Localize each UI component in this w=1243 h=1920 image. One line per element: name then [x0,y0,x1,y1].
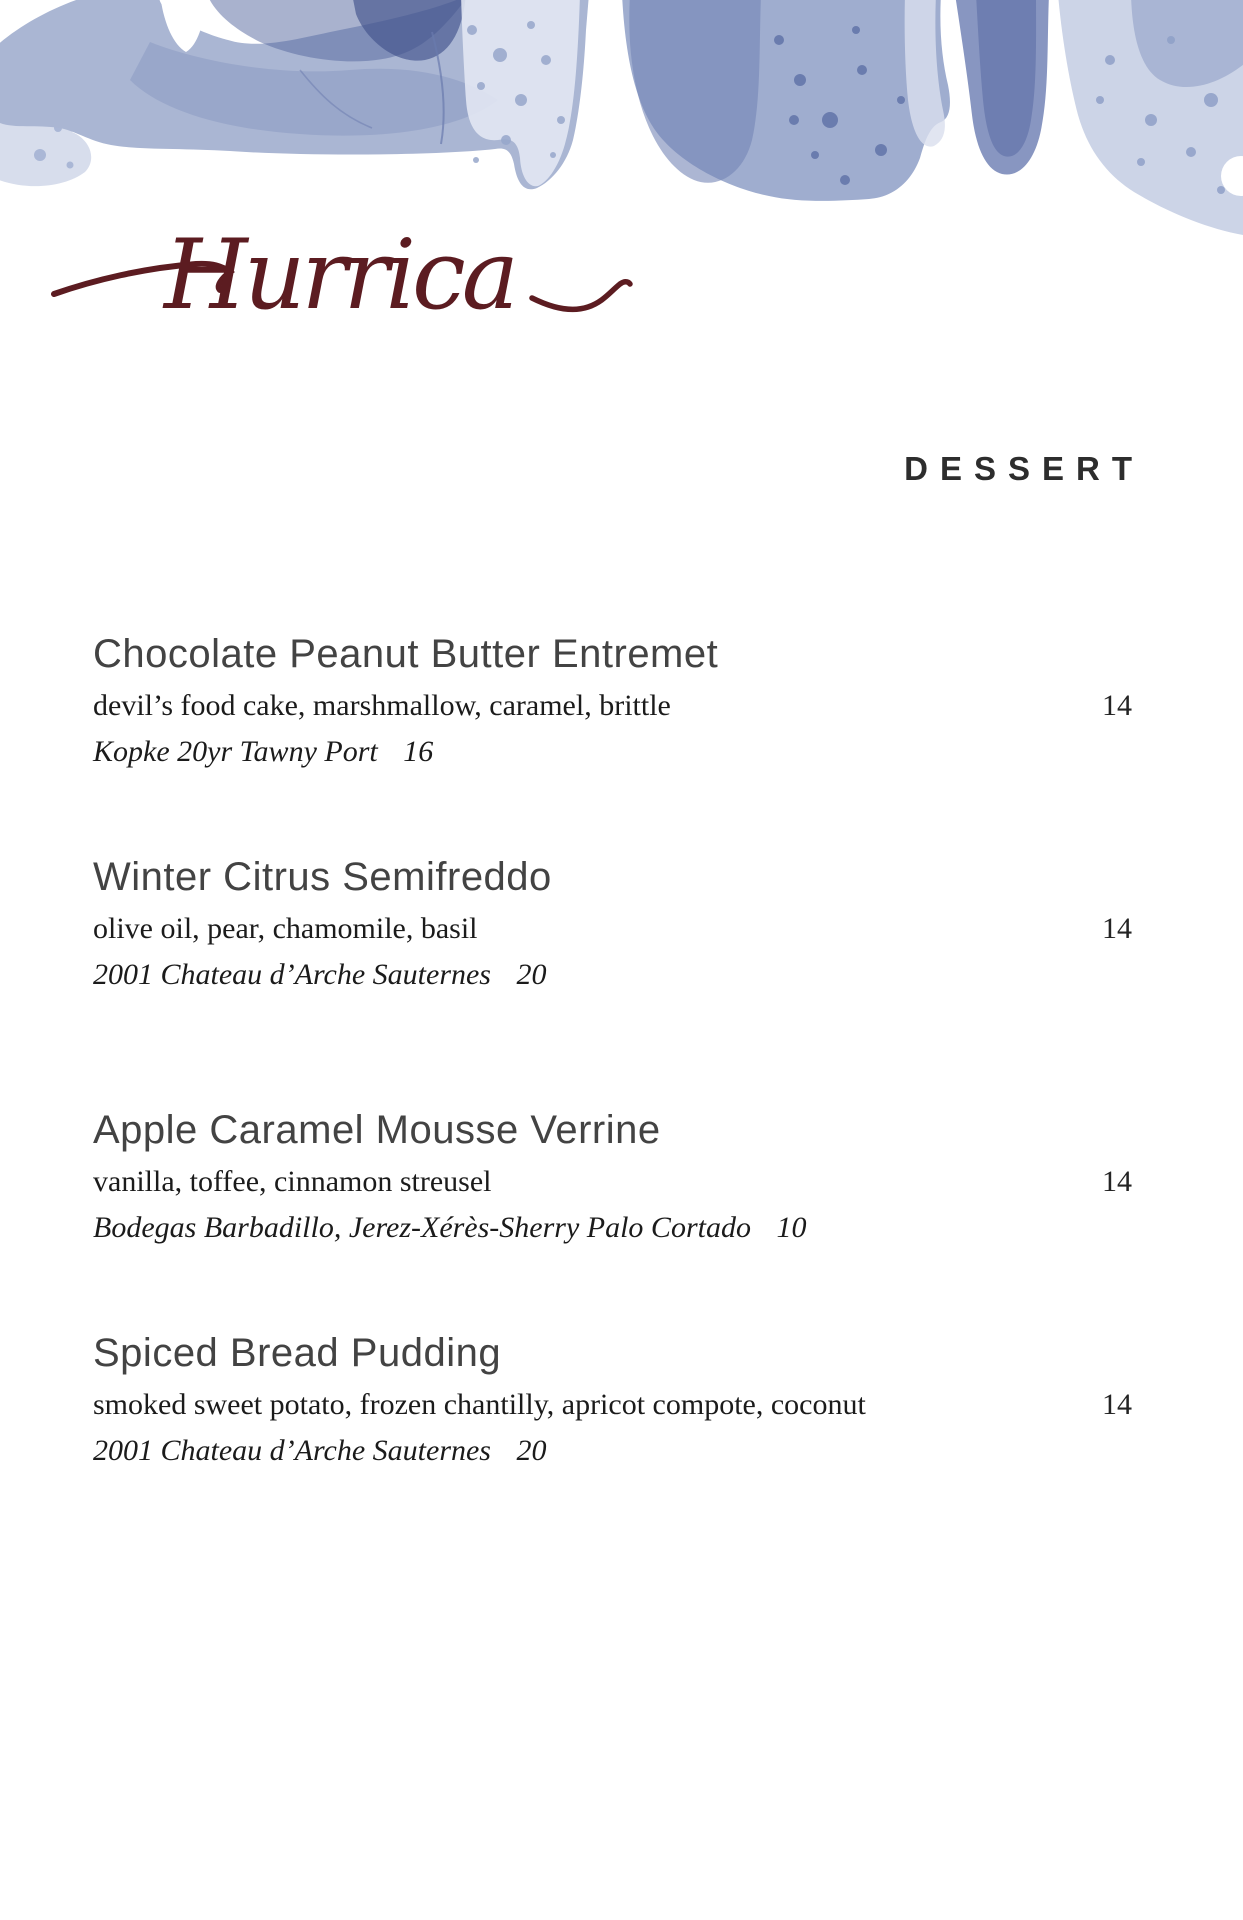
wine-pairing-name: Bodegas Barbadillo, Jerez-Xérès-Sherry Palo Cortado [93,1211,751,1244]
section-title: DESSERT [904,450,1144,487]
menu-item [93,1076,1132,1250]
wine-pairing [93,1428,1132,1473]
item-price: 14 [1102,1165,1132,1198]
item-price: 14 [1102,912,1132,945]
item-price: 14 [1102,689,1132,722]
logo-right-flourish [532,282,630,310]
menu-list [93,630,1132,1552]
wine-pairing [93,729,1132,774]
wine-pairing-name: Kopke 20yr Tawny Port [93,735,378,768]
menu-item [93,630,1132,774]
item-description-row [93,907,1132,951]
item-description: smoked sweet potato, frozen chantilly, apricot compote, coconut [93,1388,866,1421]
wine-pairing-price: 16 [403,735,434,768]
item-price: 14 [1102,1388,1132,1421]
menu-item [93,853,1132,997]
wine-pairing [93,952,1132,997]
brand-logo-text: Hurrica [164,219,516,331]
item-name: Spiced Bread Pudding [93,1331,502,1375]
wine-pairing-name: 2001 Chateau d’Arche Sauternes [93,958,491,991]
item-description: vanilla, toffee, cinnamon streusel [93,1165,492,1198]
wine-pairing [93,1205,1132,1250]
item-description: devil’s food cake, marshmallow, caramel, brittle [93,689,671,722]
brand-logo [46,194,646,354]
wine-pairing-name: 2001 Chateau d’Arche Sauternes [93,1434,491,1467]
item-name: Winter Citrus Semifreddo [93,855,552,899]
item-description-row [93,1383,1132,1427]
item-description-row [93,684,1132,728]
menu-item [93,1329,1132,1473]
item-name: Chocolate Peanut Butter Entremet [93,632,719,676]
item-description: olive oil, pear, chamomile, basil [93,912,478,945]
wine-pairing-price: 20 [516,1434,547,1467]
wine-pairing-price: 10 [776,1211,807,1244]
item-description-row [93,1160,1132,1204]
item-name: Apple Caramel Mousse Verrine [93,1108,661,1152]
wine-pairing-price: 20 [516,958,547,991]
